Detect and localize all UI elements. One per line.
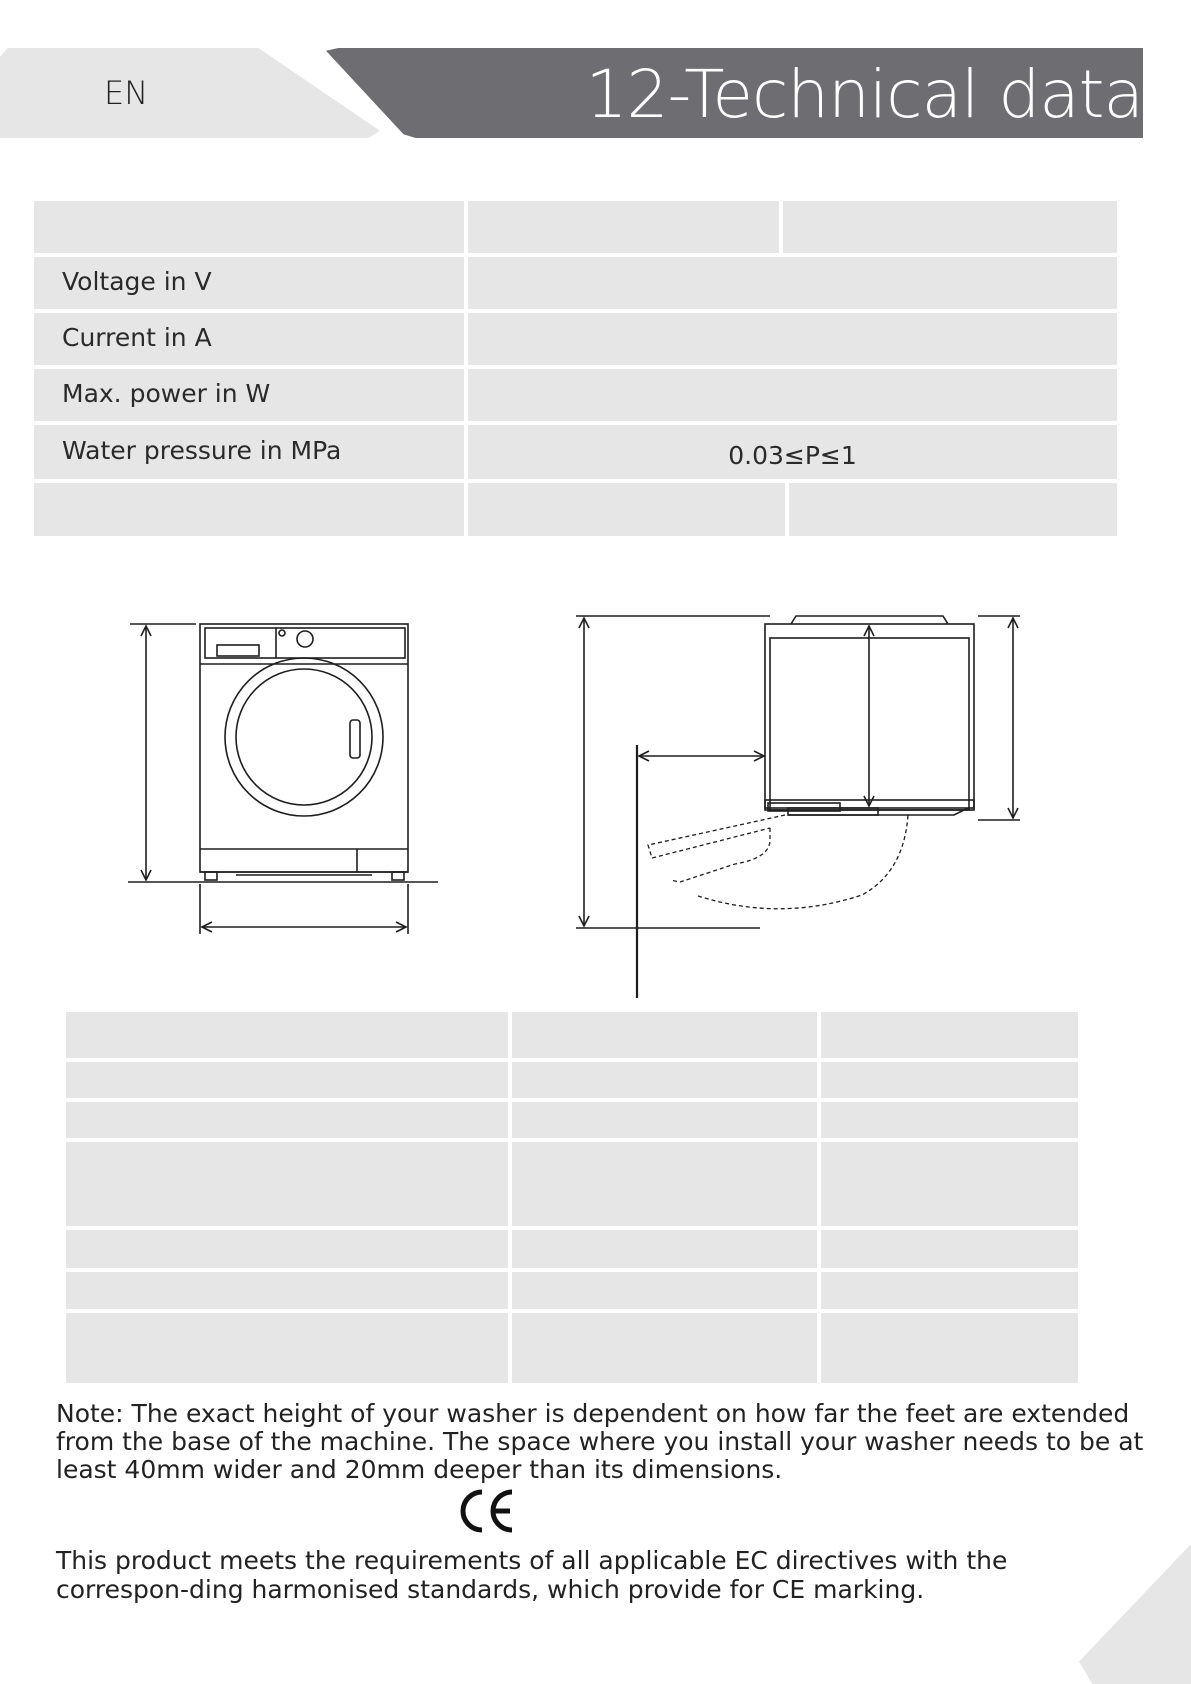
dim-cell bbox=[66, 1313, 508, 1383]
dim-cell bbox=[821, 1313, 1078, 1383]
page-title: 12-Technical data bbox=[585, 56, 1143, 133]
dim-cell bbox=[512, 1313, 817, 1383]
installation-note: Note: The exact height of your washer is dependent on how far the feet are extended from the base of the machine. The space where you install your washer needs to be at least 40mm wider and 20mm deeper than its dimensions. bbox=[56, 1399, 1144, 1484]
dim-cell bbox=[512, 1012, 817, 1058]
door-swing-arc bbox=[648, 815, 908, 909]
dim-cell bbox=[512, 1272, 817, 1309]
language-code: EN bbox=[104, 74, 149, 112]
dim-cell bbox=[66, 1272, 508, 1309]
dim-cell bbox=[821, 1012, 1078, 1058]
dim-cell bbox=[66, 1230, 508, 1268]
voltage-label: Voltage in V bbox=[62, 267, 212, 297]
compliance-statement: This product meets the requirements of all applicable EC directives with the correspon-ding harmonised standards, which provide for CE marking. bbox=[56, 1546, 1008, 1604]
washer-top-view bbox=[576, 616, 1020, 998]
dim-cell bbox=[66, 1142, 508, 1226]
water-pressure-label: Water pressure in MPa bbox=[62, 436, 342, 466]
dim-cell bbox=[821, 1142, 1078, 1226]
dim-cell bbox=[821, 1102, 1078, 1138]
dim-cell bbox=[66, 1012, 508, 1058]
dim-cell bbox=[821, 1230, 1078, 1268]
current-label: Current in A bbox=[62, 323, 212, 353]
max-power-label: Max. power in W bbox=[62, 379, 271, 409]
dim-cell bbox=[821, 1062, 1078, 1098]
ce-mark-icon bbox=[458, 1486, 518, 1536]
dim-cell bbox=[512, 1102, 817, 1138]
dim-cell bbox=[821, 1272, 1078, 1309]
dim-cell bbox=[66, 1102, 508, 1138]
dim-cell bbox=[512, 1230, 817, 1268]
dim-cell bbox=[512, 1062, 817, 1098]
washer-front-view bbox=[128, 624, 438, 934]
water-pressure-value: 0.03≤P≤1 bbox=[728, 440, 857, 470]
dim-cell bbox=[512, 1142, 817, 1226]
dim-cell bbox=[66, 1062, 508, 1098]
